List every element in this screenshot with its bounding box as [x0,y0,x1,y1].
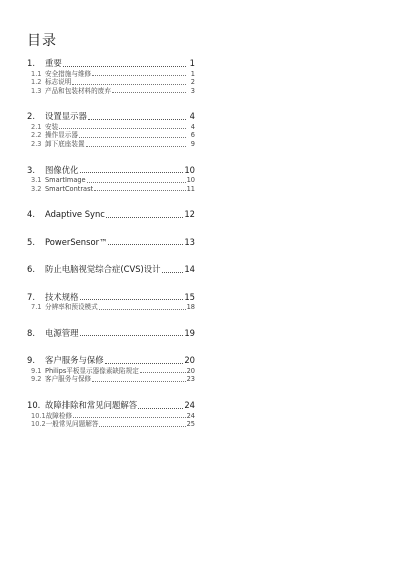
toc-subentry[interactable] [27,420,195,429]
toc-entry-title: 故障排除和常见问题解答 [45,400,138,411]
toc-subentry-number: 3.2 [31,184,42,193]
toc-entry-title: 防止电脑视觉综合症(CVS)设计 [45,264,161,275]
toc-subentry-title: 卸下底座装置 [45,139,85,148]
toc-subentry[interactable] [27,87,195,96]
toc-entry[interactable] [27,237,195,249]
dot-leader [80,335,184,336]
toc-subentry-number: 2.2 [31,131,42,140]
dot-leader [94,190,185,191]
toc-entry-number: 10. [27,400,41,411]
toc-subentry-page: 2 [190,78,195,87]
toc-section [27,292,195,312]
toc-entry-number: 5. [27,236,35,247]
toc-entry-page: 1 [189,58,195,68]
toc-section [27,58,195,95]
toc-subentry[interactable] [27,176,195,185]
dot-leader [138,408,183,409]
dot-leader [80,299,184,300]
toc-entry-page: 19 [184,327,195,338]
dot-leader [92,75,186,76]
dot-leader [63,66,186,67]
toc-entry-title: 电源管理 [45,327,79,338]
toc-entry[interactable] [27,292,195,304]
toc-entry[interactable] [27,58,195,70]
toc-entry-number: 9. [27,355,35,366]
toc-entry-number: 2. [27,111,35,122]
toc-section [27,355,195,384]
toc-subentry-page: 25 [186,420,195,429]
toc-subentry-number: 9.1 [31,366,42,375]
toc-subentry-number: 3.1 [31,176,42,185]
dot-leader [99,426,185,427]
toc-subentry-title: 安全措施与维修 [45,69,92,78]
toc-entry-title: Adaptive Sync [45,209,105,220]
toc-subentry-number: 1.3 [31,86,42,95]
toc-subentry-page: 11 [186,184,195,193]
toc-subentry-page: 18 [186,303,195,312]
toc-entry-page: 15 [184,291,195,302]
toc-subentry-page: 23 [186,375,195,384]
toc-subentry-number: 2.1 [31,122,42,131]
dot-leader [59,128,186,129]
dot-leader [112,92,186,93]
dot-leader [86,146,186,147]
dot-leader [80,172,184,173]
dot-leader [73,417,186,418]
toc-subentry-number: 2.3 [31,139,42,148]
toc-entry-number: 4. [27,209,35,220]
dot-leader [106,217,183,218]
toc-subentry-page: 1 [190,69,195,78]
toc-subentry-title: 分辨率和预设模式 [45,303,98,312]
toc-section [27,111,195,148]
toc-subentry[interactable] [27,303,195,312]
toc-entry-number: 6. [27,264,35,275]
toc-subentry-page: 4 [190,122,195,131]
toc-entry-page: 4 [189,111,195,122]
dot-leader [108,244,183,245]
toc-entry-number: 1. [27,58,35,68]
toc-subentry-title: 产品和包装材料的废弃 [45,86,111,95]
toc-entry-title: PowerSensor™ [45,236,108,247]
toc-subentry-title: SmartImage [45,176,86,185]
toc-subentry-title: Philips平板显示器像素缺陷规定 [45,366,139,375]
toc-subentry-title: 客户服务与保修 [45,375,92,384]
toc-subentry-number: 1.2 [31,78,42,87]
toc-entry[interactable] [27,264,195,276]
toc-subentry-page: 24 [186,411,195,420]
toc-subentry-page: 9 [190,139,195,148]
toc-subentry-title: 标志说明 [45,78,72,87]
toc-entry-title: 图像优化 [45,164,79,175]
toc-subentry[interactable] [27,70,195,79]
toc-subentry-page: 3 [190,86,195,95]
toc-subentry-title: 故障检修 [45,411,73,420]
toc-entry-page: 14 [184,264,195,275]
toc-section [27,400,195,429]
toc-section [27,237,195,249]
toc-entry-page: 10 [184,164,195,175]
toc-subentry[interactable] [27,78,195,87]
toc-entry[interactable] [27,328,195,340]
toc-subentry-title: 安装 [45,122,59,131]
toc-subentry-title: SmartContrast [45,184,94,193]
dot-leader [140,372,186,373]
toc-entry[interactable] [27,400,195,412]
toc-entry[interactable] [27,209,195,221]
toc-subentry-number: 10.2 [31,420,46,429]
toc-section [27,209,195,221]
toc-section [27,165,195,194]
dot-leader [105,363,184,364]
toc-subentry-page: 6 [190,131,195,140]
toc-subentry-page: 10 [186,176,195,185]
toc-subentry-number: 1.1 [31,69,42,78]
toc-entry-title: 客户服务与保修 [45,355,104,366]
toc-section [27,264,195,276]
toc-entry-number: 8. [27,327,35,338]
dot-leader [99,309,186,310]
toc-entry-page: 12 [184,209,195,220]
toc-entry-page: 13 [184,236,195,247]
dot-leader [162,272,184,273]
table-of-contents [27,58,195,445]
toc-entry-title: 技术规格 [45,291,79,302]
toc-entry-page: 20 [184,355,195,366]
toc-subentry-title: 操作显示器 [45,131,78,140]
dot-leader [87,182,186,183]
toc-entry[interactable] [27,355,195,367]
toc-entry-number: 7. [27,291,35,302]
toc-entry[interactable] [27,165,195,177]
toc-subentry-title: 一般常见问题解答 [45,420,99,429]
toc-subentry-number: 10.1 [31,411,46,420]
page-title: 目录 [27,33,57,49]
toc-entry-page: 24 [184,400,195,411]
toc-subentry-number: 7.1 [31,303,42,312]
toc-subentry[interactable] [27,185,195,194]
toc-entry-title: 重要 [45,58,62,68]
toc-subentry-number: 9.2 [31,375,42,384]
dot-leader [88,119,186,120]
toc-entry-title: 设置显示器 [45,111,87,122]
dot-leader [92,381,185,382]
toc-subentry[interactable] [27,375,195,384]
toc-entry-number: 3. [27,164,35,175]
toc-subentry[interactable] [27,412,195,421]
dot-leader [72,84,186,85]
toc-subentry[interactable] [27,131,195,140]
toc-entry[interactable] [27,111,195,123]
dot-leader [79,137,186,138]
toc-section [27,328,195,340]
toc-subentry[interactable] [27,140,195,149]
toc-subentry-page: 20 [186,366,195,375]
